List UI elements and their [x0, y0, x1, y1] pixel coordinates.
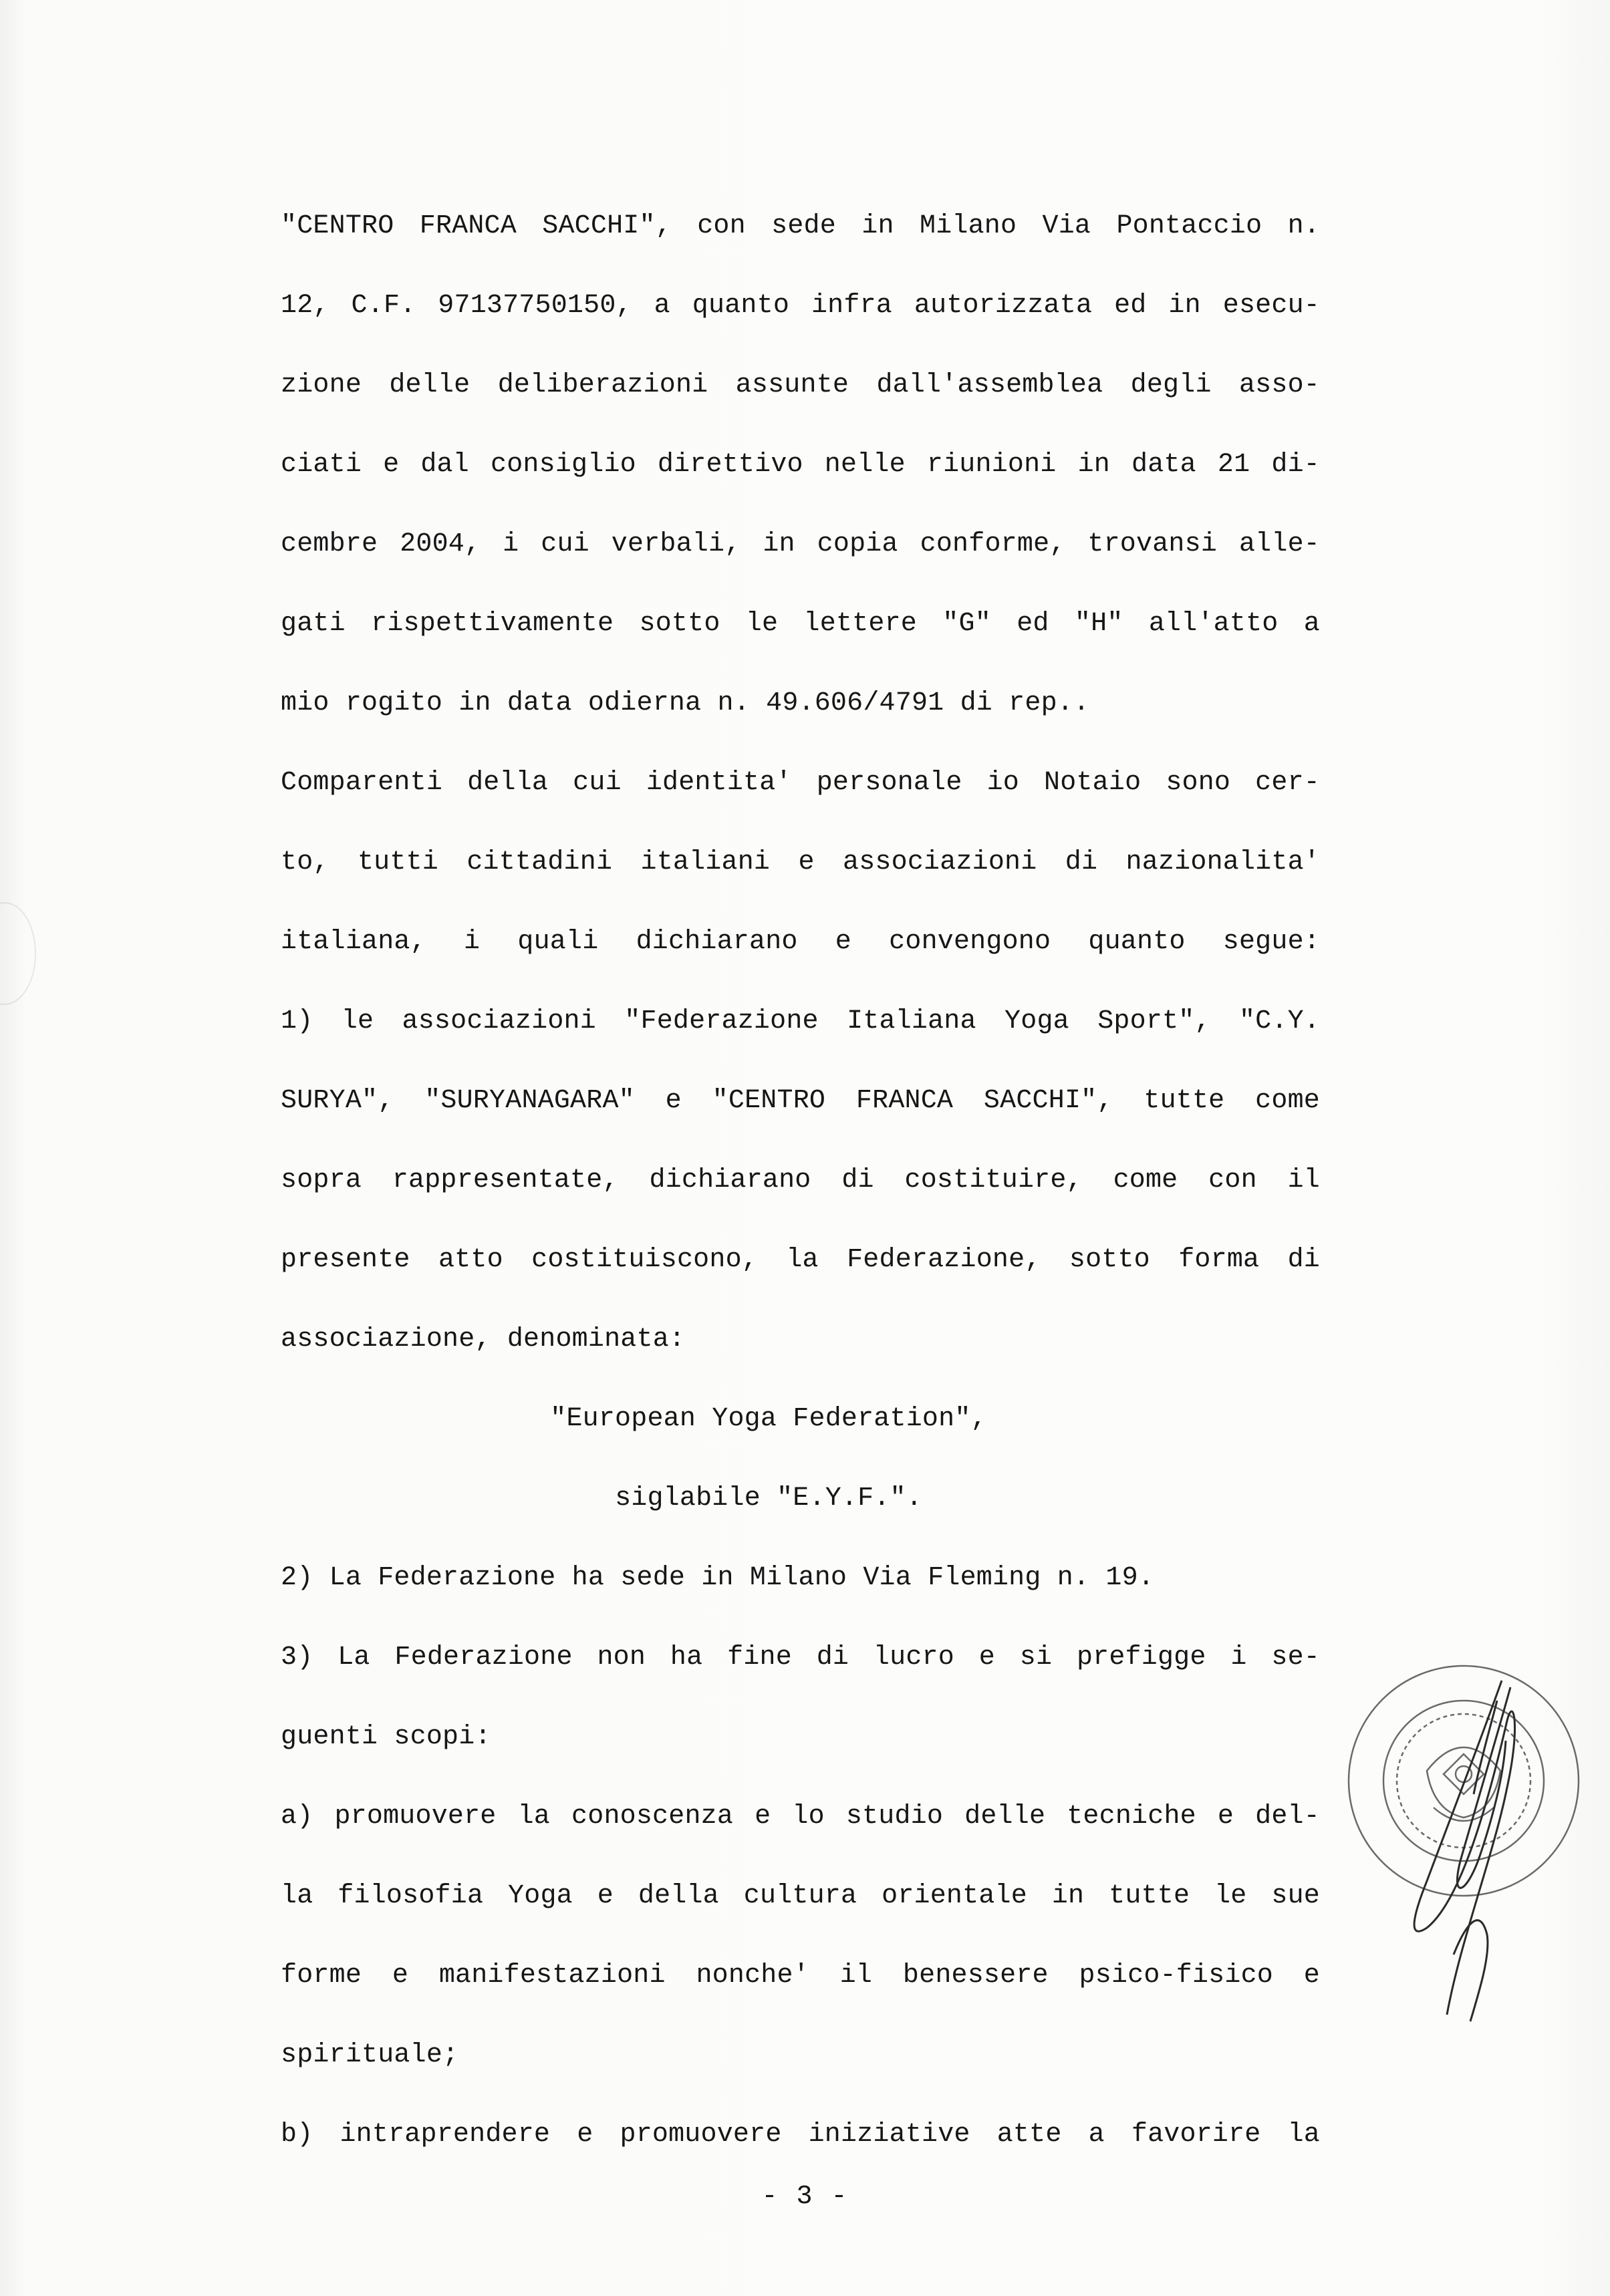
- notary-seal-and-signature: [1327, 1640, 1581, 2041]
- text-line: associazione, denominata:: [281, 1324, 686, 1354]
- text-line: cembre 2004, i cui verbali, in copia conforme, trovansi alle-: [281, 529, 1320, 559]
- text-line: a) promuovere la conoscenza e lo studio delle tecniche e del-: [281, 1802, 1320, 1832]
- text-line: zione delle deliberazioni assunte dall'assemblea degli asso-: [281, 370, 1320, 400]
- text-line: la filosofia Yoga e della cultura orientale in tutte le sue: [281, 1881, 1320, 1911]
- text-line: sopra rappresentate, dichiarano di costituire, come con il: [281, 1165, 1320, 1195]
- text-line: italiana, i quali dichiarano e convengono quanto segue:: [281, 927, 1320, 957]
- federation-acronym: siglabile "E.Y.F.".: [615, 1483, 922, 1514]
- federation-name: "European Yoga Federation",: [550, 1404, 987, 1434]
- text-line: 1) le associazioni "Federazione Italiana Yoga Sport", "C.Y.: [281, 1006, 1320, 1036]
- text-line: "CENTRO FRANCA SACCHI", con sede in Milano Via Pontaccio n.: [281, 211, 1320, 241]
- text-line: SURYA", "SURYANAGARA" e "CENTRO FRANCA SACCHI", tutte come: [281, 1086, 1320, 1116]
- text-line: 12, C.F. 97137750150, a quanto infra autorizzata ed in esecu-: [281, 291, 1320, 321]
- text-line: guenti scopi:: [281, 1722, 491, 1752]
- text-line: mio rogito in data odierna n. 49.606/4791 di rep..: [281, 688, 1090, 718]
- text-line: 2) La Federazione ha sede in Milano Via Fleming n. 19.: [281, 1563, 1155, 1593]
- text-line: to, tutti cittadini italiani e associazioni di nazionalita': [281, 847, 1320, 877]
- signature-strokes: [1414, 1681, 1514, 2021]
- page-number: - 3 -: [761, 2182, 849, 2212]
- text-line: 3) La Federazione non ha fine di lucro e si prefigge i se-: [281, 1642, 1320, 1673]
- text-line: Comparenti della cui identita' personale io Notaio sono cer-: [281, 768, 1320, 798]
- text-line: ciati e dal consiglio direttivo nelle riunioni in data 21 di-: [281, 450, 1320, 480]
- text-line: forme e manifestazioni nonche' il benessere psico-fisico e: [281, 1961, 1320, 1991]
- text-line: gati rispettivamente sotto le lettere "G" ed "H" all'atto a: [281, 609, 1320, 639]
- punch-hole-shadow: [0, 902, 36, 1005]
- text-line: b) intraprendere e promuovere iniziative atte a favorire la: [281, 2120, 1320, 2150]
- text-line: presente atto costituiscono, la Federazione, sotto forma di: [281, 1245, 1320, 1275]
- seal-inner-ring: [1383, 1701, 1544, 1861]
- text-line: spirituale;: [281, 2040, 459, 2070]
